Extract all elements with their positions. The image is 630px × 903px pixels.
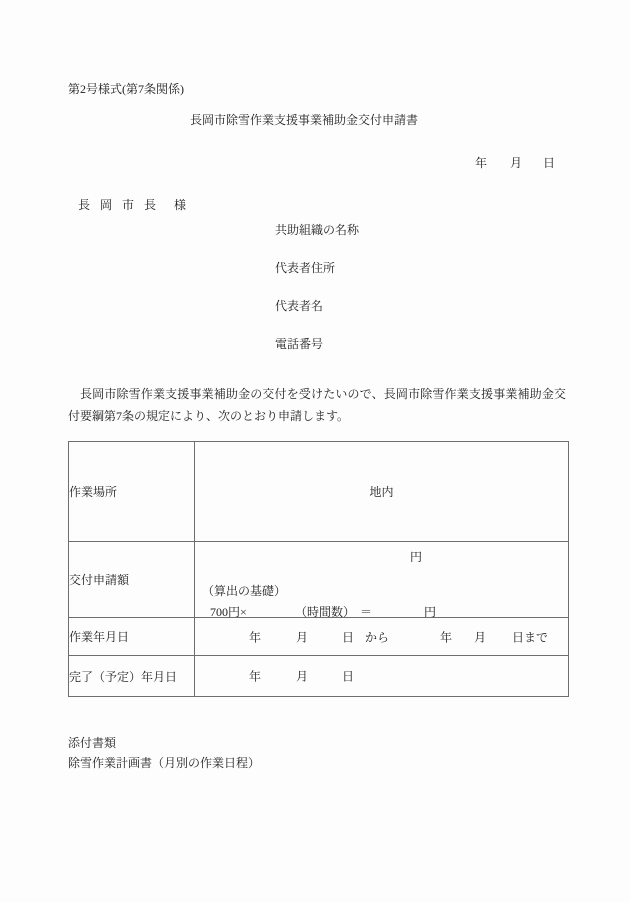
work-place-value: 地内 — [195, 442, 569, 542]
completion-date-label: 完了（予定）年月日 — [69, 656, 195, 697]
work-date-label: 作業年月日 — [69, 618, 195, 656]
date-day-label: 日 — [543, 156, 556, 170]
completion-year-label: 年 — [249, 669, 262, 684]
grant-amount-unit: 円 — [410, 550, 423, 564]
work-date-kara-label: から — [365, 630, 390, 644]
work-from-year-label: 年 — [249, 630, 262, 644]
completion-month-label: 月 — [296, 669, 309, 684]
addressee-line — [78, 199, 186, 213]
work-to-day-label: 日まで — [512, 630, 549, 644]
application-detail-table — [68, 441, 569, 697]
work-date-cell — [195, 618, 569, 656]
application-statement: 長岡市除雪作業支援事業補助金の交付を受けたいので、長岡市除雪作業支援事業補助金交付要綱第7条の規定により、次のとおり申請します。 — [68, 387, 566, 423]
grant-amount-label: 交付申請額 — [69, 542, 195, 618]
addressee-honorific: 様 — [174, 198, 187, 212]
formula-unit: 円 — [424, 605, 437, 619]
completion-day-label: 日 — [342, 669, 355, 684]
formula-hours-label: （時間数） — [295, 605, 356, 619]
work-place-label: 作業場所 — [69, 442, 195, 542]
addressee-name: 長岡市長 — [78, 198, 167, 212]
date-month-label: 月 — [510, 156, 523, 170]
formula-rate: 700円× — [210, 605, 247, 619]
completion-date-cell — [195, 656, 569, 697]
work-to-month-label: 月 — [474, 630, 487, 644]
table-row-grant-amount — [69, 542, 569, 618]
table-row-completion-date — [69, 656, 569, 697]
field-phone-number-label: 電話番号 — [275, 337, 324, 351]
table-row-work-date — [69, 618, 569, 656]
work-to-year-label: 年 — [440, 630, 453, 644]
date-year-label: 年 — [475, 156, 488, 170]
field-representative-name-label: 代表者名 — [275, 299, 324, 313]
field-organization-name-label: 共助組織の名称 — [275, 223, 360, 237]
field-representative-address-label: 代表者住所 — [275, 261, 336, 275]
grant-amount-cell — [195, 542, 569, 618]
work-from-day-label: 日 — [342, 630, 355, 644]
table-row-work-place — [69, 442, 569, 542]
attachment-item: 除雪作業計画書（月別の作業日程） — [68, 756, 261, 770]
work-from-month-label: 月 — [296, 630, 309, 644]
document-title: 長岡市除雪作業支援事業補助金交付申請書 — [190, 113, 419, 127]
formula-equals-sign: ＝ — [360, 605, 373, 619]
form-number: 第2号様式(第7条関係) — [68, 82, 184, 96]
attachments-heading: 添付書類 — [68, 736, 117, 750]
calculation-basis-label: （算出の基礎） — [202, 584, 287, 598]
